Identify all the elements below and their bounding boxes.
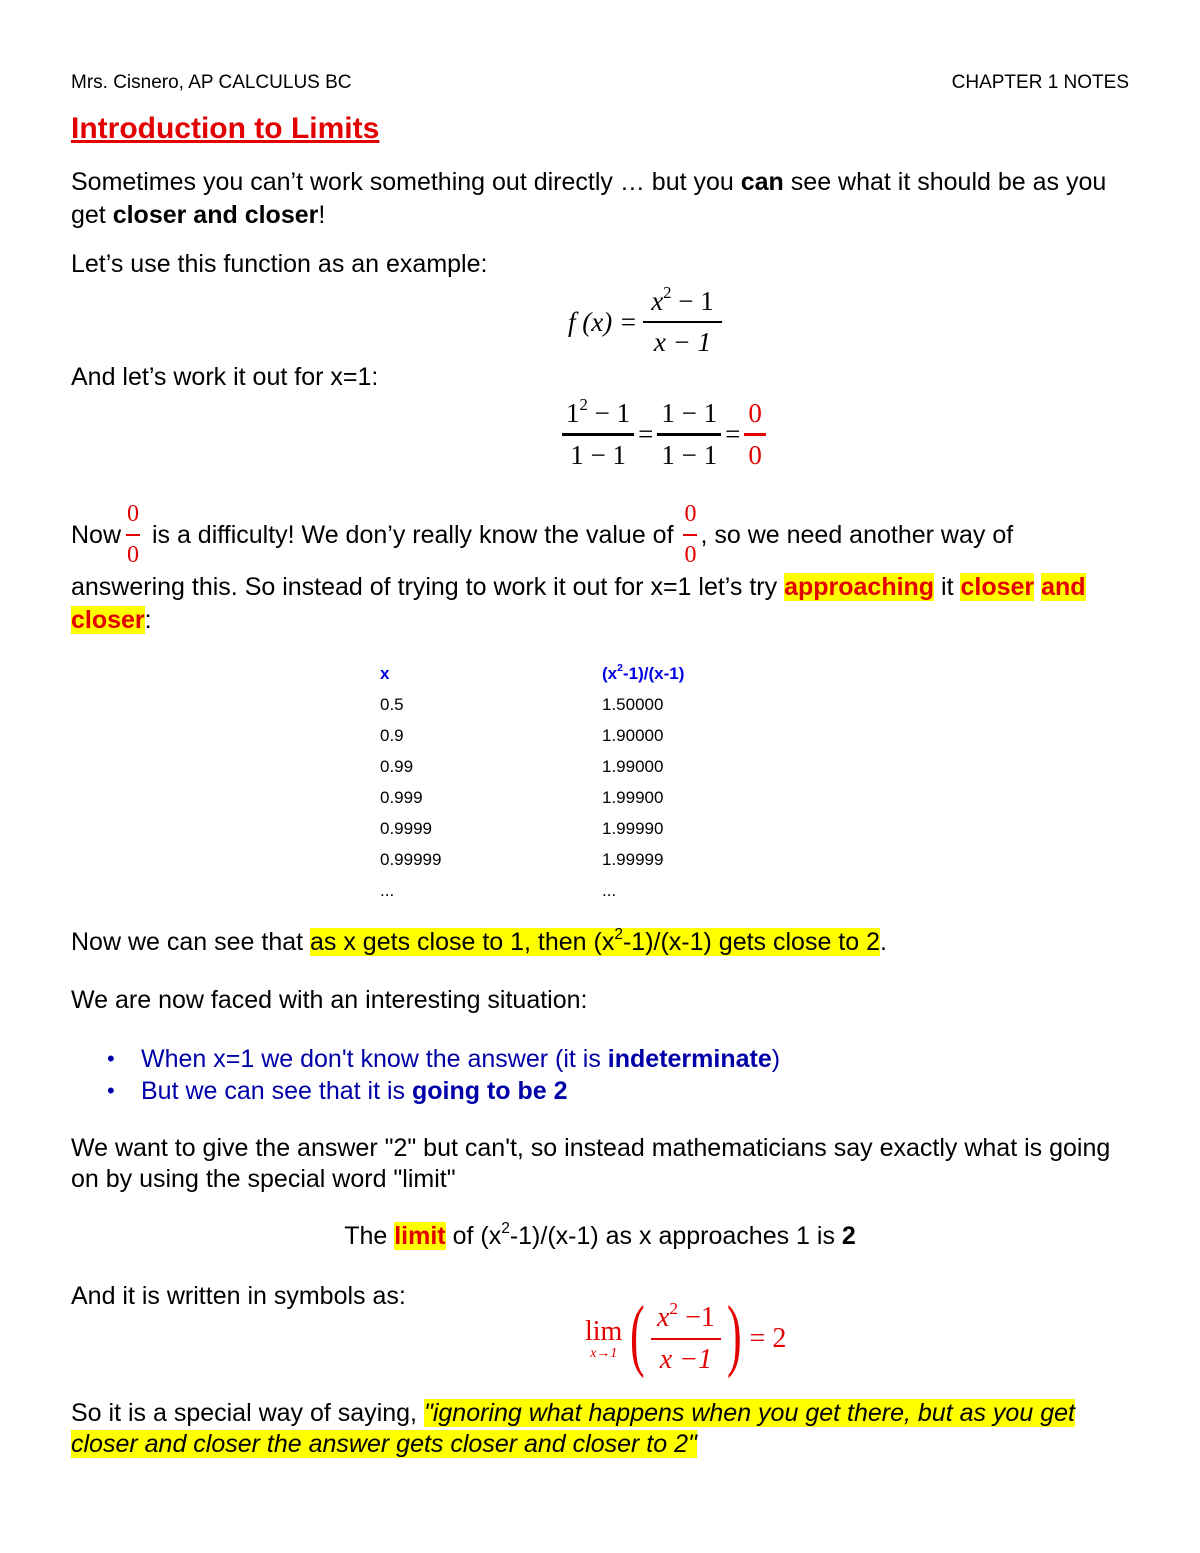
limit-fraction (651, 1298, 721, 1376)
example-intro: Let’s use this function as an example: (71, 250, 488, 278)
eval-fraction-2 (657, 398, 721, 471)
difficulty-text-3: , so we need another way of (700, 520, 1014, 549)
observation-highlight (310, 928, 880, 956)
table-cell-value: 1.90000 (602, 725, 664, 745)
difficulty-approaching: approaching (784, 573, 935, 601)
limit-statement-text-1: The (344, 1222, 395, 1250)
limit-statement-value: 2 (841, 1222, 856, 1250)
eval-f1-numerator (562, 395, 634, 433)
page-title: Introduction to Limits (71, 112, 380, 145)
limit-notation (585, 1291, 787, 1379)
limit-statement-text-3: -1)/(x-1) as x approaches 1 is (509, 1222, 842, 1250)
limit-num-base: x (656, 1302, 670, 1333)
function-fraction (643, 283, 722, 358)
difficulty-line-1 (71, 498, 1136, 572)
difficulty-fraction-1-num: 0 (127, 501, 140, 527)
observation-paragraph (71, 926, 1136, 959)
observation-highlight-exp: 2 (614, 926, 623, 944)
observation-text-1: Now we can see that (71, 928, 311, 956)
work-intro: And let’s work it out for x=1: (71, 363, 379, 391)
table-header-expr-b: -1)/(x-1) (622, 663, 685, 683)
table-cell-value: 1.50000 (602, 694, 664, 714)
table-header-expression (602, 661, 685, 684)
function-numerator (643, 283, 722, 321)
eval-fraction-3 (744, 398, 766, 471)
observation-highlight-b: -1)/(x-1) gets close to 2 (622, 928, 880, 956)
header-right: CHAPTER 1 NOTES (951, 72, 1129, 93)
conclusion-paragraph (71, 1398, 1131, 1460)
difficulty-fraction-1-den: 0 (127, 542, 140, 568)
table-cell-x: 0.9 (380, 725, 404, 745)
difficulty-line2-text-a: answering this. So instead of trying to work it out for x=1 let’s try (71, 573, 785, 601)
eval-fraction-1 (562, 395, 634, 471)
limit-statement-limit-word: limit (394, 1222, 446, 1250)
bullet-1-close: ) (771, 1045, 781, 1073)
table-cell-x: 0.5 (380, 694, 404, 714)
table-cell-x: 0.99 (380, 756, 414, 776)
evaluation-expression (562, 395, 766, 471)
lim-operator (585, 1316, 622, 1362)
table-cell-x: 0.99999 (380, 849, 442, 869)
limit-num-exp: 2 (669, 1298, 679, 1318)
observation-text-2: . (880, 928, 887, 956)
eval-f3-denominator: 0 (748, 440, 762, 470)
table-cell-value: 1.99990 (602, 818, 664, 838)
difficulty-fraction-2-den: 0 (684, 542, 697, 568)
table-row (380, 751, 684, 782)
function-denominator: x − 1 (653, 327, 712, 357)
conclusion-quote: "ignoring what happens when you get there, but as you get closer and closer the answer gets closer and closer to 2" (71, 1399, 1075, 1458)
table-cell-value: ... (602, 880, 617, 900)
bullet-1-bold: indeterminate (607, 1045, 772, 1073)
eval-f1-tail: − 1 (587, 398, 631, 428)
table-header-row (380, 658, 684, 689)
difficulty-fraction-2-num: 0 (684, 501, 697, 527)
eval-f1-exp: 2 (579, 395, 588, 415)
lim-text: lim (585, 1316, 623, 1347)
eval-f1-denominator: 1 − 1 (570, 440, 626, 470)
table-row (380, 813, 684, 844)
limit-num-tail: −1 (678, 1302, 715, 1333)
table-row (380, 844, 684, 875)
function-num-base: x (651, 286, 664, 316)
bullet-2-bold: going to be 2 (411, 1077, 568, 1105)
difficulty-and-closer: and closer (71, 573, 1086, 634)
difficulty-text-2: is a difficulty! We don’y really know the value of (145, 520, 681, 549)
bullet-item-indeterminate (71, 1043, 1136, 1075)
function-definition (568, 283, 722, 358)
right-parenthesis: ) (726, 1291, 742, 1379)
table-cell-x: ... (380, 880, 395, 900)
eval-f2-denominator: 1 − 1 (661, 440, 718, 470)
table-header-x: x (380, 663, 390, 683)
table-header-expr-a: (x (602, 663, 618, 683)
table-cell-x: 0.9999 (380, 818, 432, 838)
function-lhs: f (x) = (568, 306, 638, 337)
values-table (380, 658, 684, 906)
intro-text-2: see what it should be as you get (71, 168, 1107, 229)
header-left: Mrs. Cisnero, AP CALCULUS BC (71, 72, 352, 93)
intro-closer: closer and closer (112, 201, 319, 229)
bullet-item-going-to-be-2 (71, 1075, 1136, 1107)
lim-subscript: x→1 (590, 1346, 618, 1361)
difficulty-closer: closer (960, 573, 1035, 601)
eval-f2-numerator: 1 − 1 (661, 398, 718, 428)
table-cell-value: 1.99999 (602, 849, 664, 869)
symbols-intro: And it is written in symbols as: (71, 1282, 406, 1310)
situation-text: We are now faced with an interesting situation: (71, 986, 588, 1014)
bullet-1-text: When x=1 we don't know the answer (it is (141, 1045, 608, 1073)
table-row (380, 782, 684, 813)
limit-statement-text-2: of (x (445, 1222, 502, 1250)
bullet-list (71, 1043, 1136, 1107)
difficulty-line-2 (71, 571, 1131, 637)
difficulty-fraction-2 (682, 498, 698, 572)
eval-equals-1: = (638, 419, 654, 449)
intro-text-3: ! (318, 201, 326, 229)
eval-f3-numerator: 0 (748, 398, 762, 428)
table-row (380, 720, 684, 751)
want-paragraph: We want to give the answer "2" but can't, so instead mathematicians say exactly what is going on by using the special word "limit" (71, 1134, 1111, 1193)
difficulty-fraction-1 (125, 498, 141, 572)
limit-statement (0, 1222, 1200, 1251)
table-cell-value: 1.99900 (602, 787, 664, 807)
intro-can: can (740, 168, 784, 196)
intro-paragraph (71, 166, 1136, 232)
difficulty-line2-text-b: it (934, 573, 961, 601)
eval-f1-base: 1 (566, 398, 580, 428)
eval-equals-2: = (725, 419, 741, 449)
table-row (380, 875, 684, 906)
limit-denominator: x −1 (659, 1344, 713, 1375)
table-header-expr-exp: 2 (617, 661, 623, 674)
limit-numerator (651, 1298, 721, 1338)
table-cell-x: 0.999 (380, 787, 423, 807)
difficulty-text-1: Now (71, 520, 122, 549)
table-cell-value: 1.99000 (602, 756, 664, 776)
bullet-2-text: But we can see that it is (141, 1077, 412, 1105)
table-row (380, 689, 684, 720)
function-num-exp: 2 (663, 283, 672, 303)
intro-text-1: Sometimes you can’t work something out directly … but you (71, 168, 741, 196)
left-parenthesis: ( (630, 1291, 645, 1379)
limit-rhs: = 2 (749, 1323, 787, 1354)
conclusion-text: So it is a special way of saying, (71, 1399, 424, 1427)
function-num-tail: − 1 (671, 286, 714, 316)
limit-statement-exp: 2 (501, 1220, 510, 1238)
observation-highlight-a: as x gets close to 1, then (x (310, 928, 615, 956)
difficulty-line2-text-c: : (144, 606, 152, 634)
